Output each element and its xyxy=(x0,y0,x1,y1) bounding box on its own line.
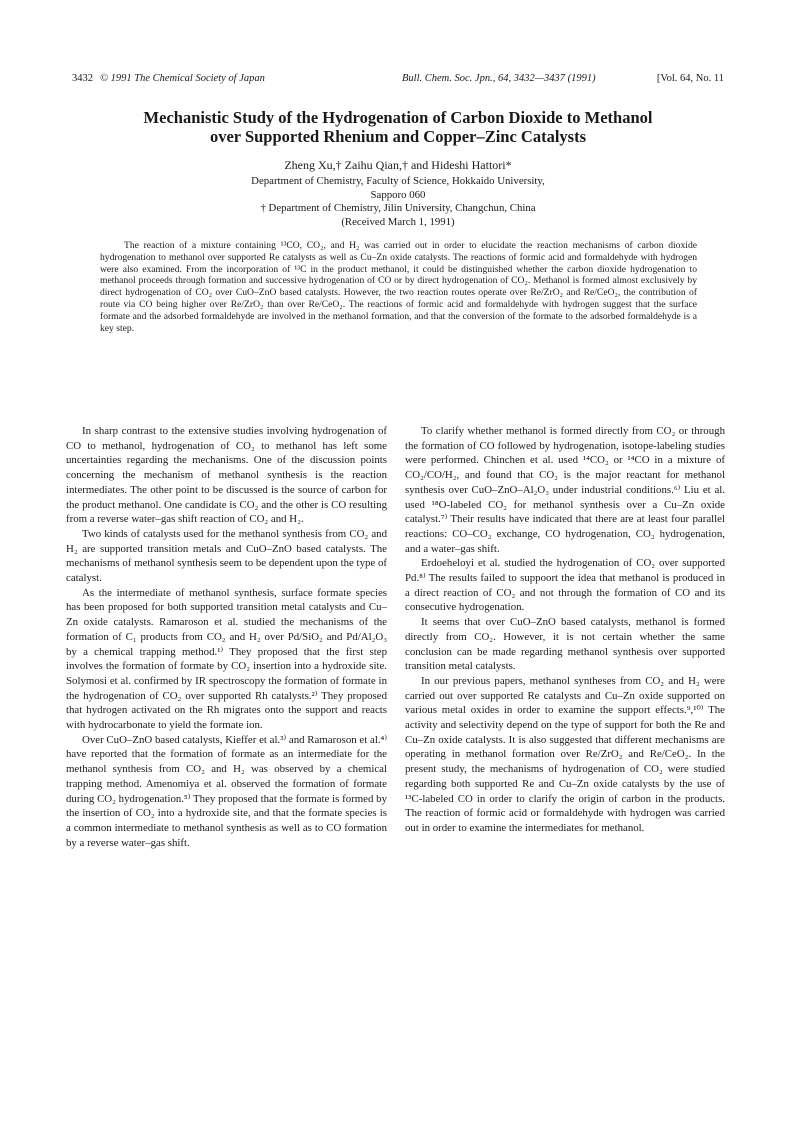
copyright-notice: © 1991 The Chemical Society of Japan xyxy=(100,73,265,84)
body-paragraph: In sharp contrast to the extensive studies involving hydrogenation of CO to methanol, hydrogenation of CO₂ to methanol has left some uncertainties regarding the mechanisms. One of the discussion points concerning the mechanism of methanol synthesis is the reaction intermediates. The other point to be discussed is the source of carbon for the product methanol. One candidate is CO₂ and the other is CO resulting from a reverse water–gas shift reaction of CO₂ and H₂. xyxy=(66,425,387,526)
volume-issue: [Vol. 64, No. 11 xyxy=(656,73,724,84)
received-date: (Received March 1, 1991) xyxy=(341,215,455,228)
title-line-2: over Supported Rhenium and Copper–Zinc Catalysts xyxy=(209,127,587,146)
body-paragraph: Erdoeheloyi et al. studied the hydrogenation of CO₂ over supported Pd.⁸⁾ The results failed to suppoort the idea that methanol is produced in a direct reaction of CO₂ and not through the formation of CO and its consecutive hydrogenation. xyxy=(405,557,725,614)
body-paragraph: Two kinds of catalysts used for the methanol synthesis from CO₂ and H₂ are supported transition metals and CuO–ZnO based catalysts. The mechanisms of methanol synthesis seem to be dependent upon the type of catalyst. xyxy=(66,527,387,585)
title-line-1: Mechanistic Study of the Hydrogenation of Carbon Dioxide to Methanol xyxy=(143,108,653,127)
right-column xyxy=(405,424,725,836)
author-list: Zheng Xu,† Zaihu Qian,† and Hideshi Hattori* xyxy=(284,158,512,172)
body-paragraph: As the intermediate of methanol synthesis, surface formate species has been proposed for both supported transition metal catalysts and Cu–Zn oxide catalysts. Ramaroson et al. studied the mechanisms of the formation of C₁ products from CO₂ and H₂ over Pd/SiO₂ and Pd/Al₂O₃ by a chemical trapping method.¹⁾ They proposed that the first step involves the formation of formate by CO₂ insertion into a hydroxide site. Solymosi et al. confirmed by IR spectroscopy the formation of formate in the hydrogenation of CO₂ over supported Rh catalysts.²⁾ They proposed that hydrogen activated on the Rh migrates onto the support and reacts with hydrocarbonate to yield the formate ion. xyxy=(66,586,387,732)
abstract: The reaction of a mixture containing ¹³CO, CO₂, and H₂ was carried out in order to elucidate the reaction mechanisms of carbon dioxide hydrogenation to methanol over supported Re catalysts as well as Cu–Zn oxide catalysts. The reactions of formic acid and formaldehyde with hydrogen were also examined. From the incorporation of ¹³C in the product methanol, it could be distinguished whether the carbon dioxide hydrogenation to methanol proceeds through formation and successive hydrogenation of CO or by direct hydrogenation of CO₂. Methanol is formed almost exclusively by direct hydrogenation of CO₂ over CuO–ZnO based catalysts. However, the two reaction routes operate over Re/ZrO₂ and Re/CeO₂, the contribution of route via CO being higher over Re/ZrO₂ than over Re/CeO₂. The reactions of formic acid and formaldehyde with hydrogen suggest that the surface formate and the adsorbed formaldehyde are involved in the methanol formation, and that the conversion of the formate to the adsorbed formaldehyde is a key step. xyxy=(100,240,697,334)
body-paragraph: Over CuO–ZnO based catalysts, Kieffer et al.³⁾ and Ramaroson et al.⁴⁾ have reported that the formation of formate as an intermediate for the methanol synthesis from CO₂ and H₂ was observed by a chemical trapping method. Amenomiya et al. observed the formation of formate during CO₂ hydrogenation.⁵⁾ They proposed that the formate is formed by the insertion of CO₂ into a hydroxide site, and that the formate species is a common intermediate to methanol synthesis as well as to CO formation by a reverse water–gas shift. xyxy=(66,733,387,849)
body-paragraph: To clarify whether methanol is formed directly from CO₂ or through the formation of CO followed by hydrogenation, isotope-labeling studies were performed. Chinchen et al. used ¹⁴CO₂ or ¹⁴CO in a mixture of CO₂/CO/H₂, and found that CO₂ is the major reactant for methanol synthesis over CuO–ZnO–Al₂O₃ under industrial conditions.⁶⁾ Liu et al. used ¹⁸O-labeled CO₂ for methanol synthesis over a Cu–Zn oxide catalyst.⁷⁾ Their results have indicated that there are at least four parallel reactions: CO–CO₂ exchange, CO hydrogenation, CO₂ hydrogenation, and a water–gas shift. xyxy=(405,425,725,555)
journal-citation: Bull. Chem. Soc. Jpn., 64, 3432—3437 (1991) xyxy=(402,73,596,84)
affiliation-1: Department of Chemistry, Faculty of Science, Hokkaido University, xyxy=(251,175,545,187)
page-number: 3432 xyxy=(72,73,93,84)
author-block xyxy=(90,157,706,229)
article-title xyxy=(60,108,736,146)
affiliation-2: Sapporo 060 xyxy=(370,188,426,201)
body-paragraph: It seems that over CuO–ZnO based catalysts, methanol is formed directly from CO₂. However, it is not certain whether the same conclusion can be made regarding methanol synthesis over supported transition metal catalysts. xyxy=(405,616,725,673)
running-header xyxy=(72,73,724,89)
body-paragraph: In our previous papers, methanol syntheses from CO₂ and H₂ were carried out over supported Re catalysts and Cu–Zn oxide supported on various metal oxides in order to examine the support effects.⁹,¹⁰⁾ The activity and selectivity depend on the type of support for both the Re and Cu–Zn oxide catalysts. It is also suggested that different mechanisms are operating in methanol formation over Re/ZrO₂ and Re/CeO₂. In the present study, the mechanisms of hydrogenation of CO₂ were studied regarding both supported Re and Cu–Zn oxide catalysts by the use of ¹³C-labeled CO in order to clarify the origin of carbon in the products. The reaction of formic acid or formaldehyde with hydrogen was carried out in order to examine the intermediates for methanol. xyxy=(405,674,725,834)
left-column xyxy=(66,424,387,850)
affiliation-3: † Department of Chemistry, Jilin University, Changchun, China xyxy=(260,202,536,214)
